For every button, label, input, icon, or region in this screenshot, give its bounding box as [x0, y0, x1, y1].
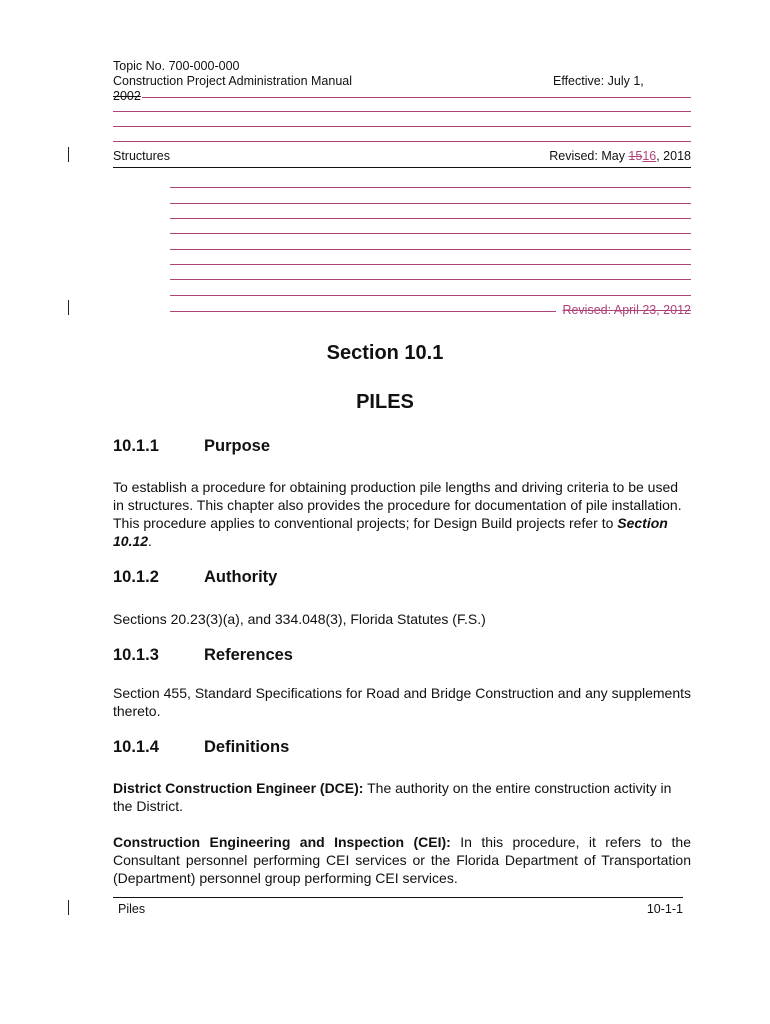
heading-number: 10.1.3 [113, 646, 159, 664]
heading-text: Authority [204, 568, 278, 586]
change-bar [68, 300, 69, 315]
header-rule [113, 167, 691, 168]
heading-text: Definitions [204, 738, 290, 756]
revised-prefix: Revised: May [549, 149, 629, 163]
definition-term: District Construction Engineer (DCE): [113, 780, 364, 796]
revision-line [170, 295, 691, 296]
authority-paragraph: Sections 20.23(3)(a), and 334.048(3), Florida Statutes (F.S.) [113, 611, 486, 627]
definition-text: In this procedure, it refers to the Consultant personnel performing CEI services or the Florida Department of Transportation (Department) personnel group performing CEI services. [113, 834, 691, 886]
definition-cei [113, 833, 691, 887]
struck-year: 2002 [113, 89, 141, 103]
revised-deleted: 15 [628, 149, 643, 163]
heading-authority [113, 568, 277, 587]
revision-line [170, 279, 691, 280]
revision-line [170, 218, 691, 219]
heading-number: 10.1.2 [113, 568, 159, 586]
revised-date [549, 149, 691, 164]
topic-number: Topic No. 700-000-000 [113, 59, 240, 73]
heading-references [113, 646, 293, 665]
revision-line [170, 249, 691, 250]
heading-text: References [204, 646, 293, 664]
change-bar [68, 147, 69, 162]
manual-title: Construction Project Administration Manual [113, 74, 353, 88]
effective-year [113, 89, 141, 104]
section-reference-link[interactable]: Section 10.12 [113, 515, 668, 549]
revision-line [113, 141, 691, 142]
revision-line [113, 126, 691, 127]
definition-term: Construction Engineering and Inspection (CEI): [113, 834, 451, 850]
revised-inserted: 16 [642, 149, 657, 163]
section-name: PILES [356, 391, 414, 413]
references-paragraph: Section 455, Standard Specifications for Road and Bridge Construction and any supplements thereto. [113, 685, 691, 719]
heading-number: 10.1.1 [113, 437, 159, 455]
revision-line [170, 264, 691, 265]
revision-line [170, 187, 691, 188]
heading-definitions [113, 738, 289, 757]
page-number: 10-1-1 [646, 902, 683, 916]
revised-suffix: , 2018 [656, 149, 691, 163]
revision-line [170, 233, 691, 234]
revision-line [170, 203, 691, 204]
heading-text: Purpose [204, 437, 271, 455]
revision-line [170, 311, 556, 312]
revision-line [142, 97, 691, 98]
definition-dce [113, 779, 691, 815]
heading-number: 10.1.4 [113, 738, 159, 756]
purpose-text: To establish a procedure for obtaining production pile lengths and driving criteria to be used in structures. This chapter also provides the procedure for documentation of pile installation. This procedure applies to conventional projects; for Design Build projects refer to [113, 479, 682, 531]
change-bar [68, 900, 69, 915]
footer-rule [113, 897, 683, 898]
section-title: Section 10.1 [326, 342, 444, 364]
heading-purpose [113, 437, 270, 456]
revision-line [113, 111, 691, 112]
footer-chapter: Piles [118, 902, 146, 916]
purpose-end: . [148, 533, 152, 549]
definition-text: The authority on the entire construction activity in the District. [113, 780, 672, 814]
chapter-name: Structures [113, 149, 170, 163]
effective-date: Effective: July 1, [553, 74, 644, 88]
purpose-paragraph [113, 478, 691, 550]
old-revised-date: Revised: April 23, 2012 [562, 303, 691, 317]
